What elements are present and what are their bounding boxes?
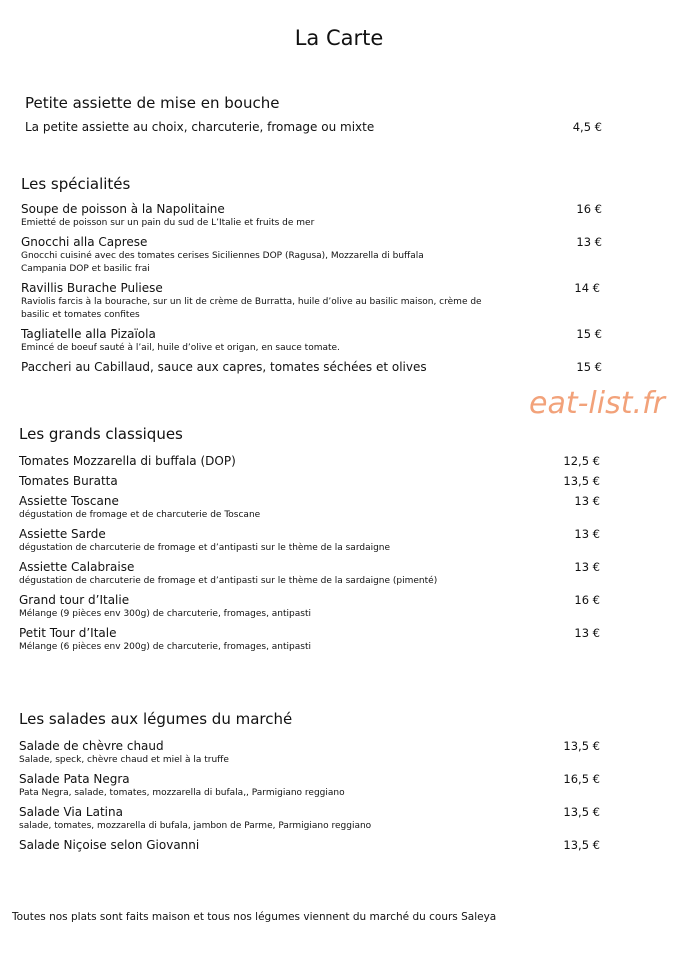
item-name: Gnocchi alla Caprese: [21, 235, 148, 249]
item-name: Assiette Sarde: [19, 527, 106, 541]
menu-item: [21, 281, 604, 322]
item-price: 13 €: [574, 494, 600, 508]
menu-item: [19, 626, 602, 654]
item-price: 12,5 €: [563, 454, 600, 468]
menu-item: [19, 838, 602, 853]
item-price: 13 €: [576, 235, 602, 249]
item-price: 13,5 €: [563, 838, 600, 852]
item-name: Petit Tour d’Itale: [19, 626, 117, 640]
item-name: Assiette Toscane: [19, 494, 119, 508]
item-price: 15 €: [576, 327, 602, 341]
item-price: 4,5 €: [572, 120, 602, 134]
item-price: 14 €: [574, 281, 600, 295]
menu-item: [19, 454, 602, 469]
item-price: 13,5 €: [563, 474, 600, 488]
section-title: Les grands classiques: [19, 425, 183, 443]
menu-item: [21, 360, 604, 375]
section-title: Les salades aux légumes du marché: [19, 710, 293, 728]
section-mise-en-bouche: [0, 94, 678, 140]
item-name: Salade Pata Negra: [19, 772, 130, 786]
item-price: 16,5 €: [563, 772, 600, 786]
item-description: dégustation de fromage et de charcuterie de Toscane: [19, 510, 261, 520]
menu-item: [19, 474, 602, 489]
item-name: Ravillis Burache Puliese: [21, 281, 163, 295]
item-name: Tagliatelle alla Pizaïola: [21, 327, 156, 341]
section-title: Les spécialités: [21, 175, 131, 193]
item-description: Salade, speck, chèvre chaud et miel à la truffe: [19, 755, 229, 765]
section-grands-classiques: [0, 425, 678, 659]
item-description: salade, tomates, mozzarella di bufala, jambon de Parme, Parmigiano reggiano: [19, 821, 372, 831]
item-name: Grand tour d’Italie: [19, 593, 130, 607]
item-description: Gnocchi cuisiné avec des tomates cerises Siciliennes DOP (Ragusa), Mozzarella di buffala Campania DOP et basilic frai: [21, 251, 424, 274]
item-name: Salade de chèvre chaud: [19, 739, 164, 753]
menu-item: [19, 739, 602, 767]
item-name: Soupe de poisson à la Napolitaine: [21, 202, 225, 216]
item-price: 13 €: [574, 560, 600, 574]
item-name: Paccheri au Cabillaud, sauce aux capres, tomates séchées et olives: [21, 360, 427, 374]
item-description: Mélange (6 pièces env 200g) de charcuterie, fromages, antipasti: [19, 642, 311, 652]
menu-item: [21, 235, 604, 276]
menu-item: [19, 527, 602, 555]
menu-item: [19, 560, 602, 588]
item-name: Tomates Buratta: [19, 474, 118, 488]
item-name: Salade Via Latina: [19, 805, 123, 819]
section-title: Petite assiette de mise en bouche: [25, 94, 280, 112]
item-name: La petite assiette au choix, charcuterie, fromage ou mixte: [25, 120, 375, 134]
item-price: 16 €: [576, 202, 602, 216]
menu-item: [19, 805, 602, 833]
item-description: dégustation de charcuterie de fromage et d’antipasti sur le thème de la sardaigne: [19, 543, 391, 553]
item-description: Pata Negra, salade, tomates, mozzarella di bufala,, Parmigiano reggiano: [19, 788, 345, 798]
item-price: 16 €: [574, 593, 600, 607]
menu-item: [19, 772, 602, 800]
item-description: Emincé de boeuf sauté à l’ail, huile d’olive et origan, en sauce tomate.: [21, 343, 340, 353]
item-price: 15 €: [576, 360, 602, 374]
item-name: Tomates Mozzarella di buffala (DOP): [19, 454, 236, 468]
item-description: Raviolis farcis à la bourache, sur un lit de crème de Burratta, huile d’olive au basilic maison, crème de basilic et tomates confites: [21, 297, 482, 320]
item-price: 13 €: [574, 527, 600, 541]
section-specialites: [0, 175, 678, 380]
item-description: dégustation de charcuterie de fromage et d’antipasti sur le thème de la sardaigne (pimenté): [19, 576, 438, 586]
section-salades: [0, 710, 678, 858]
item-name: Assiette Calabraise: [19, 560, 135, 574]
menu-item: [25, 120, 605, 135]
menu-item: [21, 202, 604, 230]
item-price: 13 €: [574, 626, 600, 640]
menu-item: [19, 494, 602, 522]
watermark: eat-list.fr: [529, 386, 665, 421]
footer-note: Toutes nos plats sont faits maison et tous nos légumes viennent du marché du cours Saleya: [12, 911, 497, 923]
menu-item: [21, 327, 604, 355]
item-description: Emietté de poisson sur un pain du sud de L’Italie et fruits de mer: [21, 218, 315, 228]
item-description: Mélange (9 pièces env 300g) de charcuterie, fromages, antipasti: [19, 609, 311, 619]
page-title: La Carte: [294, 26, 384, 50]
menu-item: [19, 593, 602, 621]
item-name: Salade Niçoise selon Giovanni: [19, 838, 200, 852]
item-price: 13,5 €: [563, 739, 600, 753]
item-price: 13,5 €: [563, 805, 600, 819]
